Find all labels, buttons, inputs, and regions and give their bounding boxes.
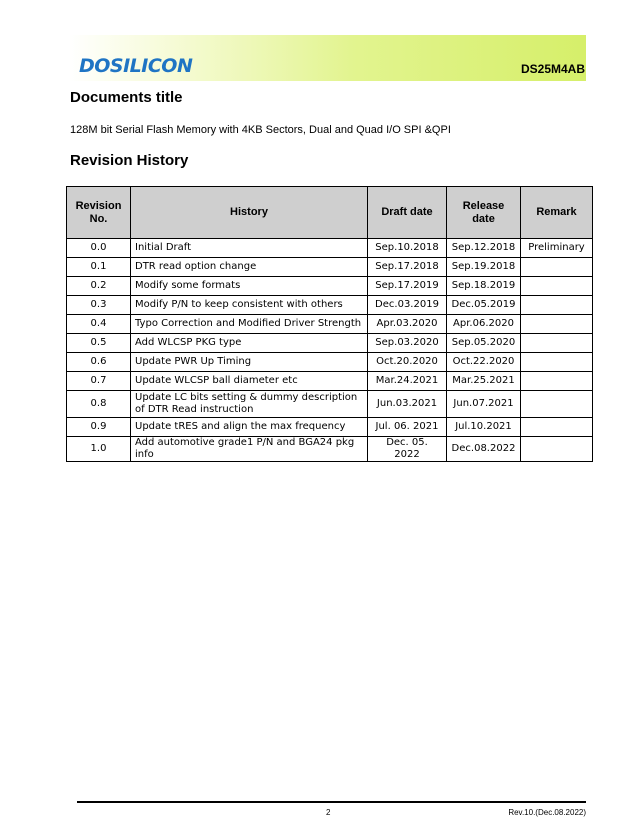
table-row xyxy=(67,277,593,296)
remark-cell xyxy=(521,437,593,462)
remark-cell: Preliminary xyxy=(521,239,593,258)
draft-date-cell: Jun.03.2021 xyxy=(368,391,447,418)
remark-cell xyxy=(521,277,593,296)
revision-cell: 0.2 xyxy=(67,277,131,296)
remark-cell xyxy=(521,372,593,391)
remark-cell xyxy=(521,258,593,277)
history-cell: Update tRES and align the max frequency xyxy=(131,418,368,437)
table-row xyxy=(67,315,593,334)
revision-cell: 0.8 xyxy=(67,391,131,418)
footer-revision: Rev.10.(Dec.08.2022) xyxy=(508,808,586,817)
revision-cell: 0.7 xyxy=(67,372,131,391)
revision-cell: 0.1 xyxy=(67,258,131,277)
history-cell: Add automotive grade1 P/N and BGA24 pkg info xyxy=(131,437,368,462)
history-cell: Initial Draft xyxy=(131,239,368,258)
history-cell: Add WLCSP PKG type xyxy=(131,334,368,353)
revision-cell: 0.9 xyxy=(67,418,131,437)
table-row xyxy=(67,372,593,391)
table-row xyxy=(67,334,593,353)
revision-cell: 1.0 xyxy=(67,437,131,462)
revision-history-table xyxy=(66,186,593,462)
table-row xyxy=(67,296,593,315)
draft-date-cell: Sep.10.2018 xyxy=(368,239,447,258)
remark-cell xyxy=(521,334,593,353)
draft-date-cell: Dec. 05. 2022 xyxy=(368,437,447,462)
revision-cell: 0.4 xyxy=(67,315,131,334)
history-cell: Update LC bits setting & dummy description of DTR Read instruction xyxy=(131,391,368,418)
table-row xyxy=(67,258,593,277)
draft-date-cell: Sep.17.2018 xyxy=(368,258,447,277)
history-cell: Update WLCSP ball diameter etc xyxy=(131,372,368,391)
col-header-history: History xyxy=(131,187,368,239)
footer-divider xyxy=(77,801,586,803)
document-code: DS25M4AB xyxy=(520,62,585,76)
revision-cell: 0.5 xyxy=(67,334,131,353)
table-row xyxy=(67,239,593,258)
table-row xyxy=(67,353,593,372)
history-cell: Modify some formats xyxy=(131,277,368,296)
release-date-cell: Sep.19.2018 xyxy=(447,258,521,277)
draft-date-cell: Apr.03.2020 xyxy=(368,315,447,334)
revision-cell: 0.6 xyxy=(67,353,131,372)
history-cell: DTR read option change xyxy=(131,258,368,277)
revision-history-heading: Revision History xyxy=(70,152,189,169)
history-cell: Typo Correction and Modified Driver Strength xyxy=(131,315,368,334)
col-header-draft-date: Draft date xyxy=(368,187,447,239)
table-row xyxy=(67,391,593,418)
col-header-release-date: Release date xyxy=(447,187,521,239)
release-date-cell: Jul.10.2021 xyxy=(447,418,521,437)
release-date-cell: Sep.05.2020 xyxy=(447,334,521,353)
revision-cell: 0.0 xyxy=(67,239,131,258)
col-header-remark: Remark xyxy=(521,187,593,239)
remark-cell xyxy=(521,296,593,315)
document-description: 128M bit Serial Flash Memory with 4KB Sectors, Dual and Quad I/O SPI &QPI xyxy=(70,124,451,136)
draft-date-cell: Dec.03.2019 xyxy=(368,296,447,315)
release-date-cell: Sep.12.2018 xyxy=(447,239,521,258)
remark-cell xyxy=(521,315,593,334)
table-header-row xyxy=(67,187,593,239)
table-row xyxy=(67,418,593,437)
history-cell: Update PWR Up Timing xyxy=(131,353,368,372)
draft-date-cell: Sep.17.2019 xyxy=(368,277,447,296)
page-number: 2 xyxy=(326,808,331,817)
remark-cell xyxy=(521,418,593,437)
remark-cell xyxy=(521,391,593,418)
remark-cell xyxy=(521,353,593,372)
revision-cell: 0.3 xyxy=(67,296,131,315)
release-date-cell: Sep.18.2019 xyxy=(447,277,521,296)
company-logo: DOSILICON xyxy=(79,55,193,77)
release-date-cell: Oct.22.2020 xyxy=(447,353,521,372)
draft-date-cell: Jul. 06. 2021 xyxy=(368,418,447,437)
history-cell: Modify P/N to keep consistent with others xyxy=(131,296,368,315)
col-header-revision: Revision No. xyxy=(67,187,131,239)
release-date-cell: Dec.08.2022 xyxy=(447,437,521,462)
draft-date-cell: Sep.03.2020 xyxy=(368,334,447,353)
draft-date-cell: Mar.24.2021 xyxy=(368,372,447,391)
release-date-cell: Mar.25.2021 xyxy=(447,372,521,391)
release-date-cell: Dec.05.2019 xyxy=(447,296,521,315)
release-date-cell: Apr.06.2020 xyxy=(447,315,521,334)
draft-date-cell: Oct.20.2020 xyxy=(368,353,447,372)
release-date-cell: Jun.07.2021 xyxy=(447,391,521,418)
table-row xyxy=(67,437,593,462)
documents-title-heading: Documents title xyxy=(70,89,183,106)
